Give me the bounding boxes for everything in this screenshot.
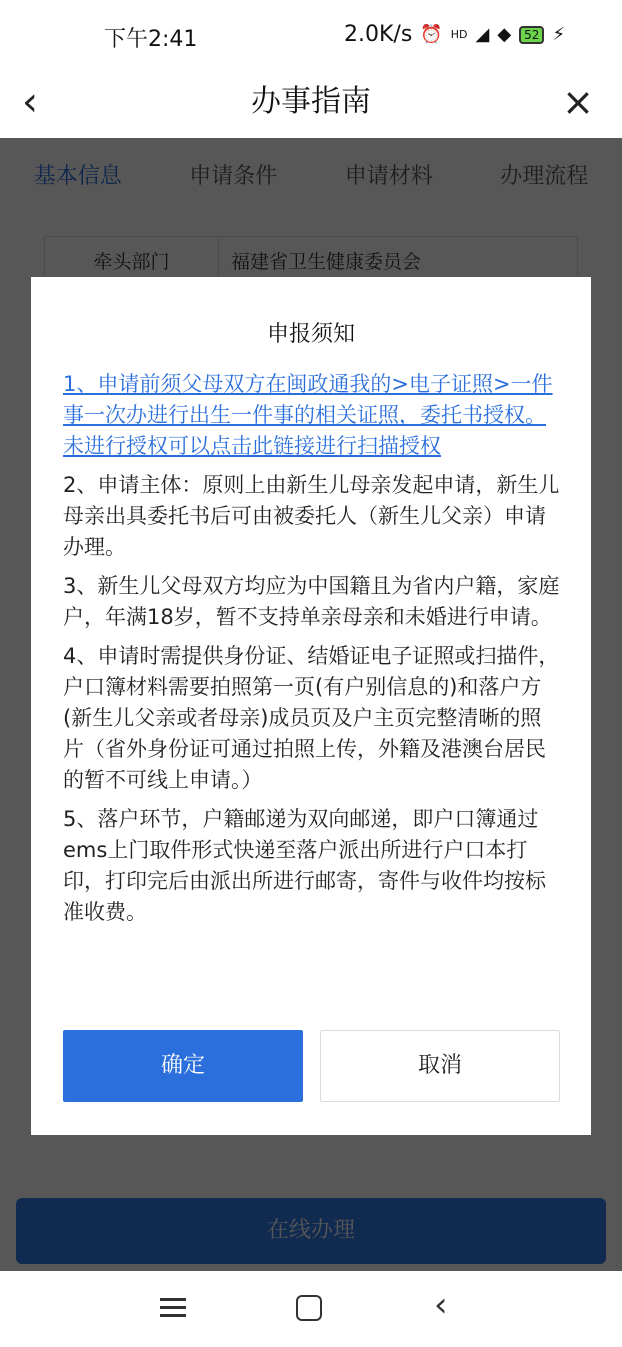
nav-bar [0, 70, 622, 138]
net-speed: 2.0K/s [344, 22, 413, 47]
status-time: 下午2:41 [104, 27, 198, 52]
hd-icon: HD [450, 28, 468, 41]
home-icon[interactable] [296, 1295, 322, 1321]
notice-modal [31, 277, 591, 1135]
menu-icon[interactable] [160, 1293, 186, 1319]
notice-item: 2、申请主体：原则上由新生儿母亲发起申请，新生儿母亲出具委托书后可由被委托人（新生儿父亲）申请办理。 [63, 473, 560, 559]
battery-icon [519, 26, 544, 44]
cancel-button[interactable]: 取消 [320, 1030, 560, 1102]
authorization-link[interactable]: 1、申请前须父母双方在闽政通我的>电子证照>一件事一次办进行出生一件事的相关证照，委托书授权。未进行授权可以点击此链接进行扫描授权 [63, 372, 553, 458]
status-bar [0, 0, 622, 70]
battery-level: 52 [524, 27, 540, 42]
back-icon[interactable]: ‹ [22, 79, 38, 125]
notice-item: 3、新生儿父母双方均应为中国籍且为省内户籍，家庭户，年满18岁，暂不支持单亲母亲和未婚进行申请。 [63, 574, 560, 629]
page-title: 办事指南 [251, 84, 371, 119]
system-back-icon[interactable]: ‹ [434, 1285, 448, 1325]
close-icon[interactable]: × [562, 80, 594, 124]
status-indicators [344, 22, 565, 47]
notice-item: 4、申请时需提供身份证、结婚证电子证照或扫描件，户口簿材料需要拍照第一页(有户别信息的)和落户方(新生儿父亲或者母亲)成员页及户主页完整清晰的照片（省外身份证可通过拍照上传，外籍及港澳台居民的暂不可线上申请。） [63, 644, 560, 792]
wifi-icon: ◆ [497, 24, 512, 45]
alarm-icon: ⏰ [420, 24, 443, 45]
modal-body [63, 369, 561, 1012]
system-nav-bar [0, 1271, 622, 1347]
signal-icon: ◢ [475, 24, 490, 45]
modal-title: 申报须知 [266, 322, 355, 347]
confirm-button[interactable]: 确定 [63, 1030, 303, 1102]
charging-icon: ⚡ [552, 24, 566, 45]
notice-item: 5、落户环节，户籍邮递为双向邮递，即户口簿通过ems上门取件形式快递至落户派出所进行户口本打印，打印完后由派出所进行邮寄，寄件与收件均按标准收费。 [63, 807, 546, 924]
